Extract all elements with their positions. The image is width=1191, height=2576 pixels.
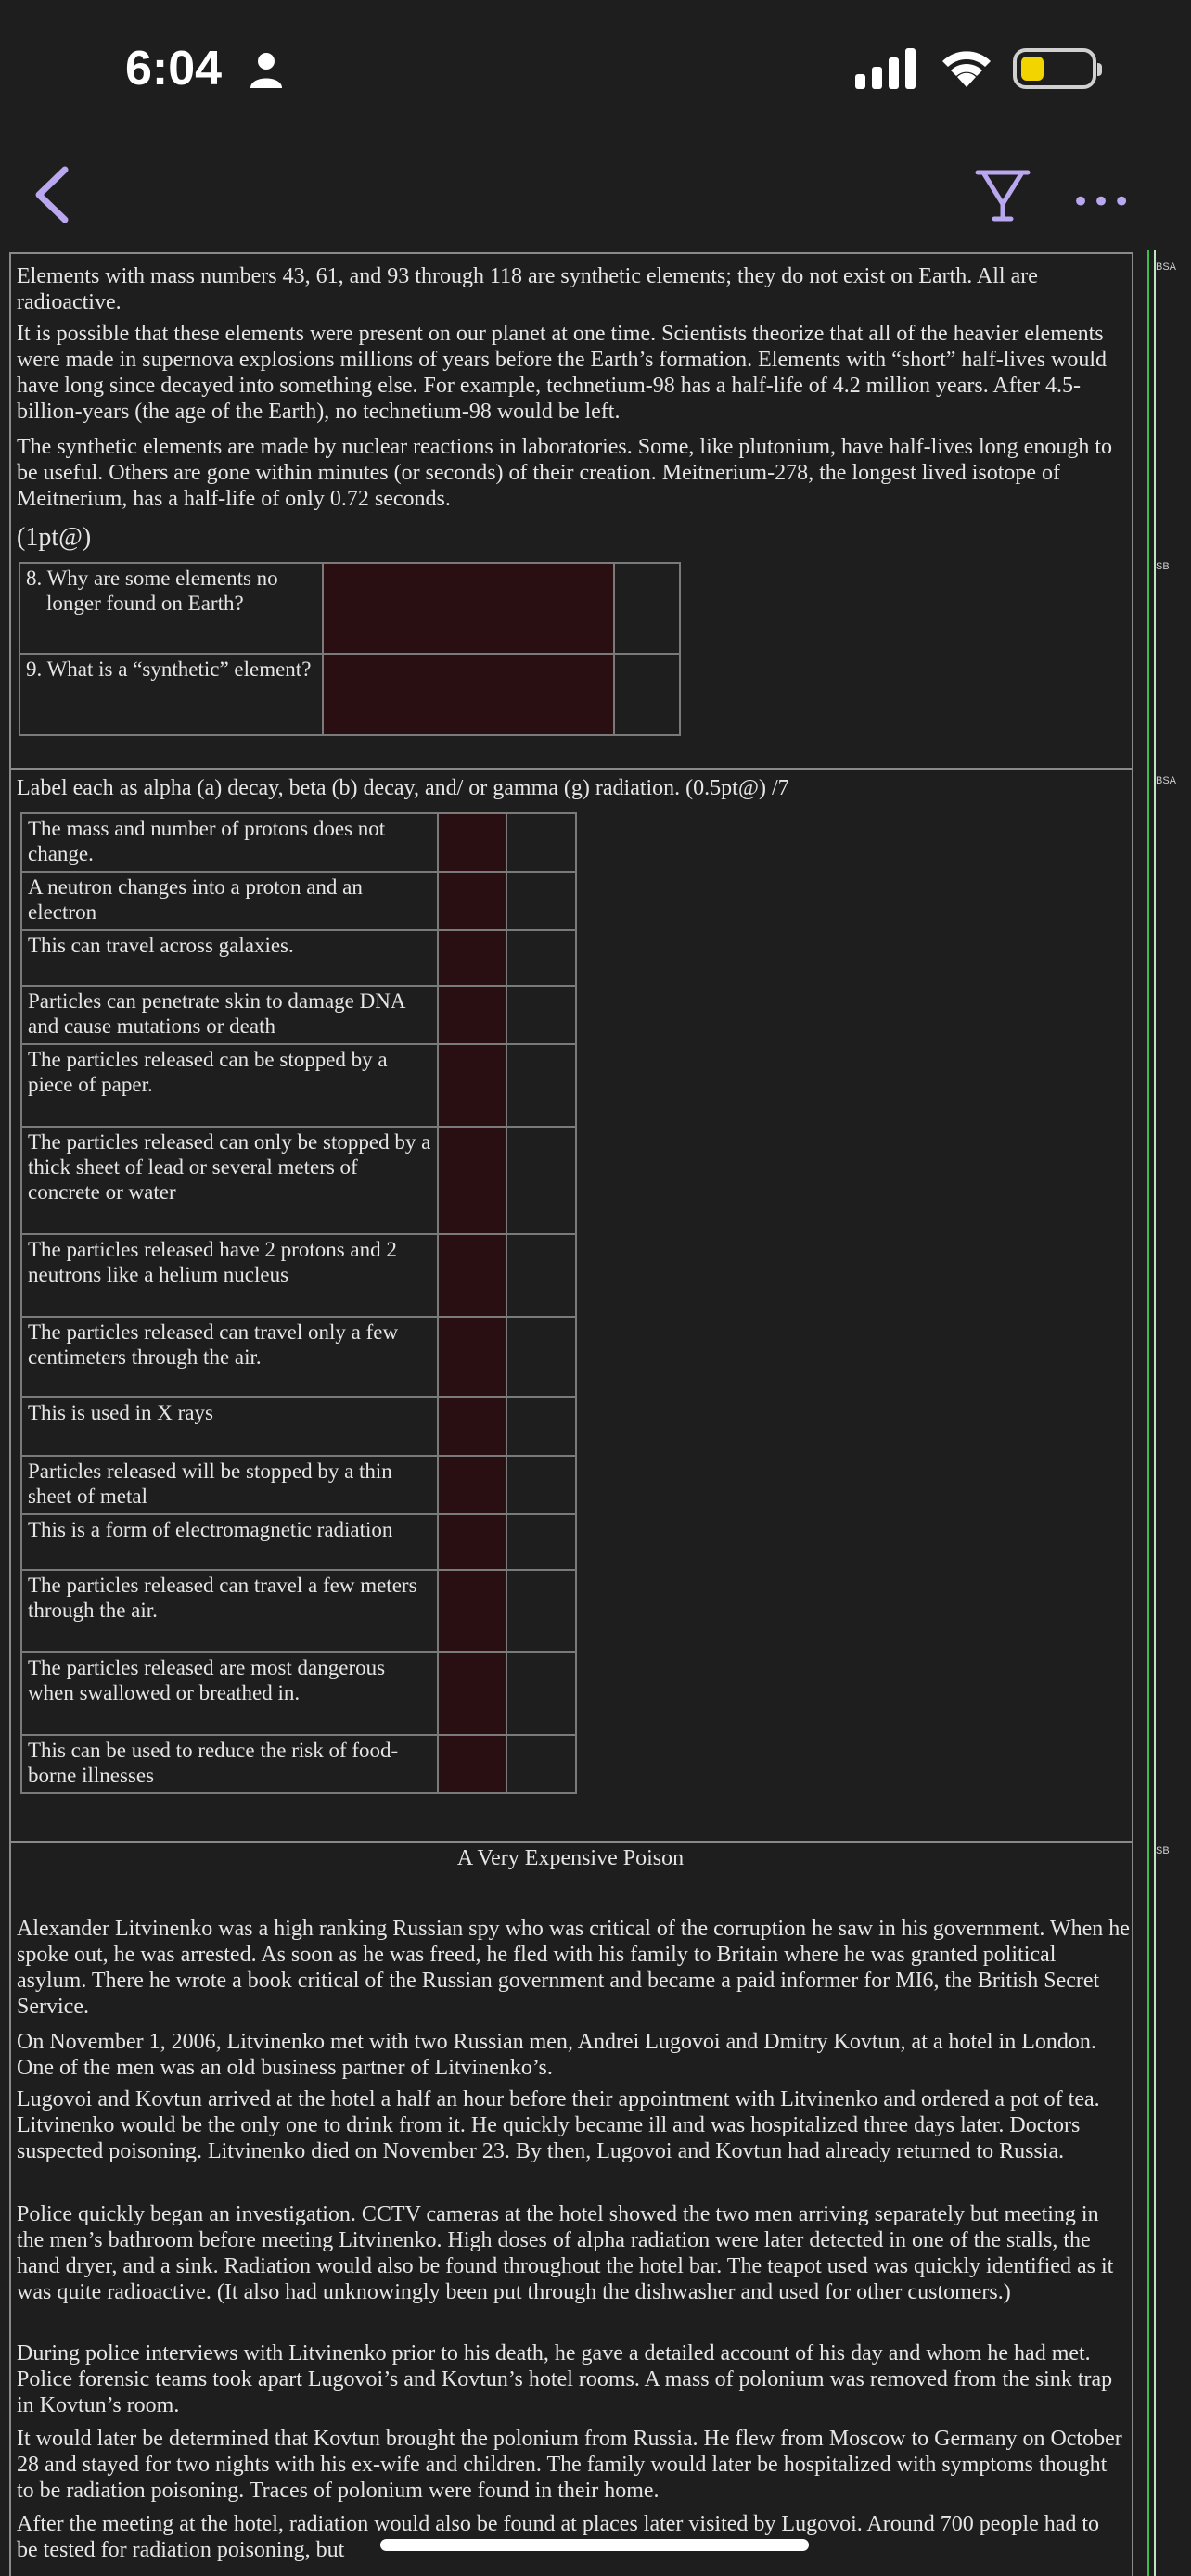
answer-field[interactable] (438, 1514, 506, 1570)
answer-field[interactable] (438, 1127, 506, 1234)
cellular-signal-icon (855, 46, 920, 89)
score-cell (506, 986, 576, 1044)
statement: The particles released have 2 protons and 2 neutrons like a helium nucleus (21, 1234, 438, 1317)
statement: This is a form of electromagnetic radiation (21, 1514, 438, 1570)
sidebar-divider (1147, 250, 1149, 2576)
statement: A neutron changes into a proton and an electron (21, 872, 438, 930)
paragraph: It would later be determined that Kovtun brought the polonium from Russia. He flew from Moscow to Germany on October 28 and stayed for two nights with his ex-wife and children. The family would later be hospitalized with symptoms thought to be radiation poisoning. Traces of polonium were found in their home. (17, 2427, 1122, 2503)
answer-field[interactable] (438, 1652, 506, 1735)
paragraph: After the meeting at the hotel, radiation would also be found at places later visited by Lugovoi. Around 700 people had to be tested for radiation poisoning, but (17, 2512, 1100, 2562)
statement: The particles released can travel only a few centimeters through the air. (21, 1317, 438, 1397)
score-cell (506, 1514, 576, 1570)
paragraph: It is possible that these elements were present on our planet at one time. Scientists theorize that all of the heavier elements were made in supernova explosions millions of years before the Earth’s formation. Elements with “short” half-lives would have long since decayed into something else. For example, technetium-98 has a half-life of 4.2 million years. After 4.5-billion-years (the age of the Earth), no technetium-98 would be left. (17, 322, 1108, 424)
answer-field[interactable] (438, 872, 506, 930)
score-cell (506, 1234, 576, 1317)
decay-table (20, 812, 577, 1794)
score-cell (506, 1127, 576, 1234)
statement: This is used in X rays (21, 1397, 438, 1456)
paragraph: During police interviews with Litvinenko prior to his death, he gave a detailed account of his day and whom he had met. Police forensic teams took apart Lugovoi’s and Kovtun’s hotel rooms. A mass of polonium was removed from the sink trap in Kovtun’s room. (17, 2341, 1113, 2417)
score-cell (506, 1317, 576, 1397)
status-bar (0, 0, 1191, 139)
side-tag: SB (1156, 561, 1170, 572)
answer-field[interactable] (438, 1570, 506, 1652)
answer-field[interactable] (438, 813, 506, 872)
answer-field[interactable] (438, 1397, 506, 1456)
section-border (9, 252, 1133, 254)
statement: This can travel across galaxies. (21, 930, 438, 986)
statement: The particles released are most dangerous when swallowed or breathed in. (21, 1652, 438, 1735)
battery-icon (1013, 48, 1096, 89)
section-border (9, 1841, 1133, 1843)
question-table (19, 562, 681, 736)
score-cell (506, 1652, 576, 1735)
answer-field[interactable] (438, 1456, 506, 1514)
statement: Particles can penetrate skin to damage DNA and cause mutations or death (21, 986, 438, 1044)
side-tag: SB (1156, 1845, 1170, 1856)
instruction: Label each as alpha (a) decay, beta (b) decay, and/ or gamma (g) radiation. (0.5pt@) /7 (17, 776, 789, 800)
wifi-icon (937, 41, 996, 89)
answer-field[interactable] (438, 1735, 506, 1793)
score-cell (506, 1456, 576, 1514)
back-chevron-icon[interactable] (28, 162, 74, 227)
score-cell (506, 1397, 576, 1456)
score-cell (506, 872, 576, 930)
answer-field[interactable] (438, 930, 506, 986)
paragraph: Alexander Litvinenko was a high ranking Russian spy who was critical of the corruption he saw in his government. When he spoke out, he was arrested. As soon as he was freed, he fled with his family to Britain where he was granted political asylum. There he wrote a book critical of the Russian government and became a paid informer for MI6, the British Secret Service. (17, 1917, 1130, 2019)
paragraph: On November 1, 2006, Litvinenko met with two Russian men, Andrei Lugovoi and Dmitry Kovtun, at a hotel in London. One of the men was an old business partner of Litvinenko’s. (17, 2030, 1096, 2080)
answer-field[interactable] (438, 1234, 506, 1317)
score-cell (614, 563, 680, 654)
answer-field-8[interactable] (323, 563, 614, 654)
answer-field-9[interactable] (323, 654, 614, 735)
person-icon (249, 51, 284, 88)
score-cell (506, 1570, 576, 1652)
points-label: (1pt@) (17, 523, 92, 552)
clock-time: 6:04 (125, 42, 223, 96)
home-indicator[interactable] (380, 2539, 809, 2551)
side-tag: BSA (1156, 261, 1177, 273)
statement: The particles released can travel a few meters through the air. (21, 1570, 438, 1652)
statement: Particles released will be stopped by a thin sheet of metal (21, 1456, 438, 1514)
sidebar-divider-light (1154, 250, 1156, 2576)
more-options-icon[interactable]: ••• (1071, 184, 1133, 221)
question-8: 8. Why are some elements no longer found on Earth? (19, 563, 323, 654)
score-cell (614, 654, 680, 735)
score-cell (506, 813, 576, 872)
page-border-left (9, 252, 11, 2576)
page-border-right (1132, 252, 1133, 2576)
answer-field[interactable] (438, 986, 506, 1044)
nav-bar (0, 139, 1191, 241)
answer-field[interactable] (438, 1317, 506, 1397)
paragraph: Police quickly began an investigation. CCTV cameras at the hotel showed the two men arriving separately but meeting in the men’s bathroom before meeting Litvinenko. High doses of alpha radiation were later detected in one of the stalls, the hand dryer, and a sink. Radiation would also be found throughout the hotel bar. The teapot used was quickly identified as it was quite radioactive. (It also had unknowingly been put through the dishwasher and used for other customers.) (17, 2202, 1114, 2304)
question-9: 9. What is a “synthetic” element? (19, 654, 323, 735)
paragraph: The synthetic elements are made by nuclear reactions in laboratories. Some, like plutonium, have half-lives long enough to be useful. Others are gone within minutes (or seconds) of their creation. Meitnerium-278, the longest lived isotope of Meitnerium, has a half-life of only 0.72 seconds. (17, 435, 1112, 511)
statement: The particles released can only be stopped by a thick sheet of lead or several meters of concrete or water (21, 1127, 438, 1234)
statement: The particles released can be stopped by a piece of paper. (21, 1044, 438, 1127)
score-cell (506, 1735, 576, 1793)
article-title: A Very Expensive Poison (456, 1846, 685, 1870)
statement: The mass and number of protons does not change. (21, 813, 438, 872)
paragraph: Elements with mass numbers 43, 61, and 93 through 118 are synthetic elements; they do not exist on Earth. All are radioactive. (17, 264, 1038, 314)
score-cell (506, 930, 576, 986)
paragraph: Lugovoi and Kovtun arrived at the hotel a half an hour before their appointment with Litvinenko and ordered a pot of tea. Litvinenko would be the only one to drink from it. He quickly became ill and was hospitalized three days later. Doctors suspected poisoning. Litvinenko died on November 23. By then, Lugovoi and Kovtun had already returned to Russia. (17, 2087, 1100, 2163)
score-cell (506, 1044, 576, 1127)
statement: This can be used to reduce the risk of food-borne illnesses (21, 1735, 438, 1793)
answer-field[interactable] (438, 1044, 506, 1127)
side-tag: BSA (1156, 775, 1177, 786)
section-border (9, 768, 1133, 770)
highlighter-icon[interactable] (974, 159, 1031, 224)
